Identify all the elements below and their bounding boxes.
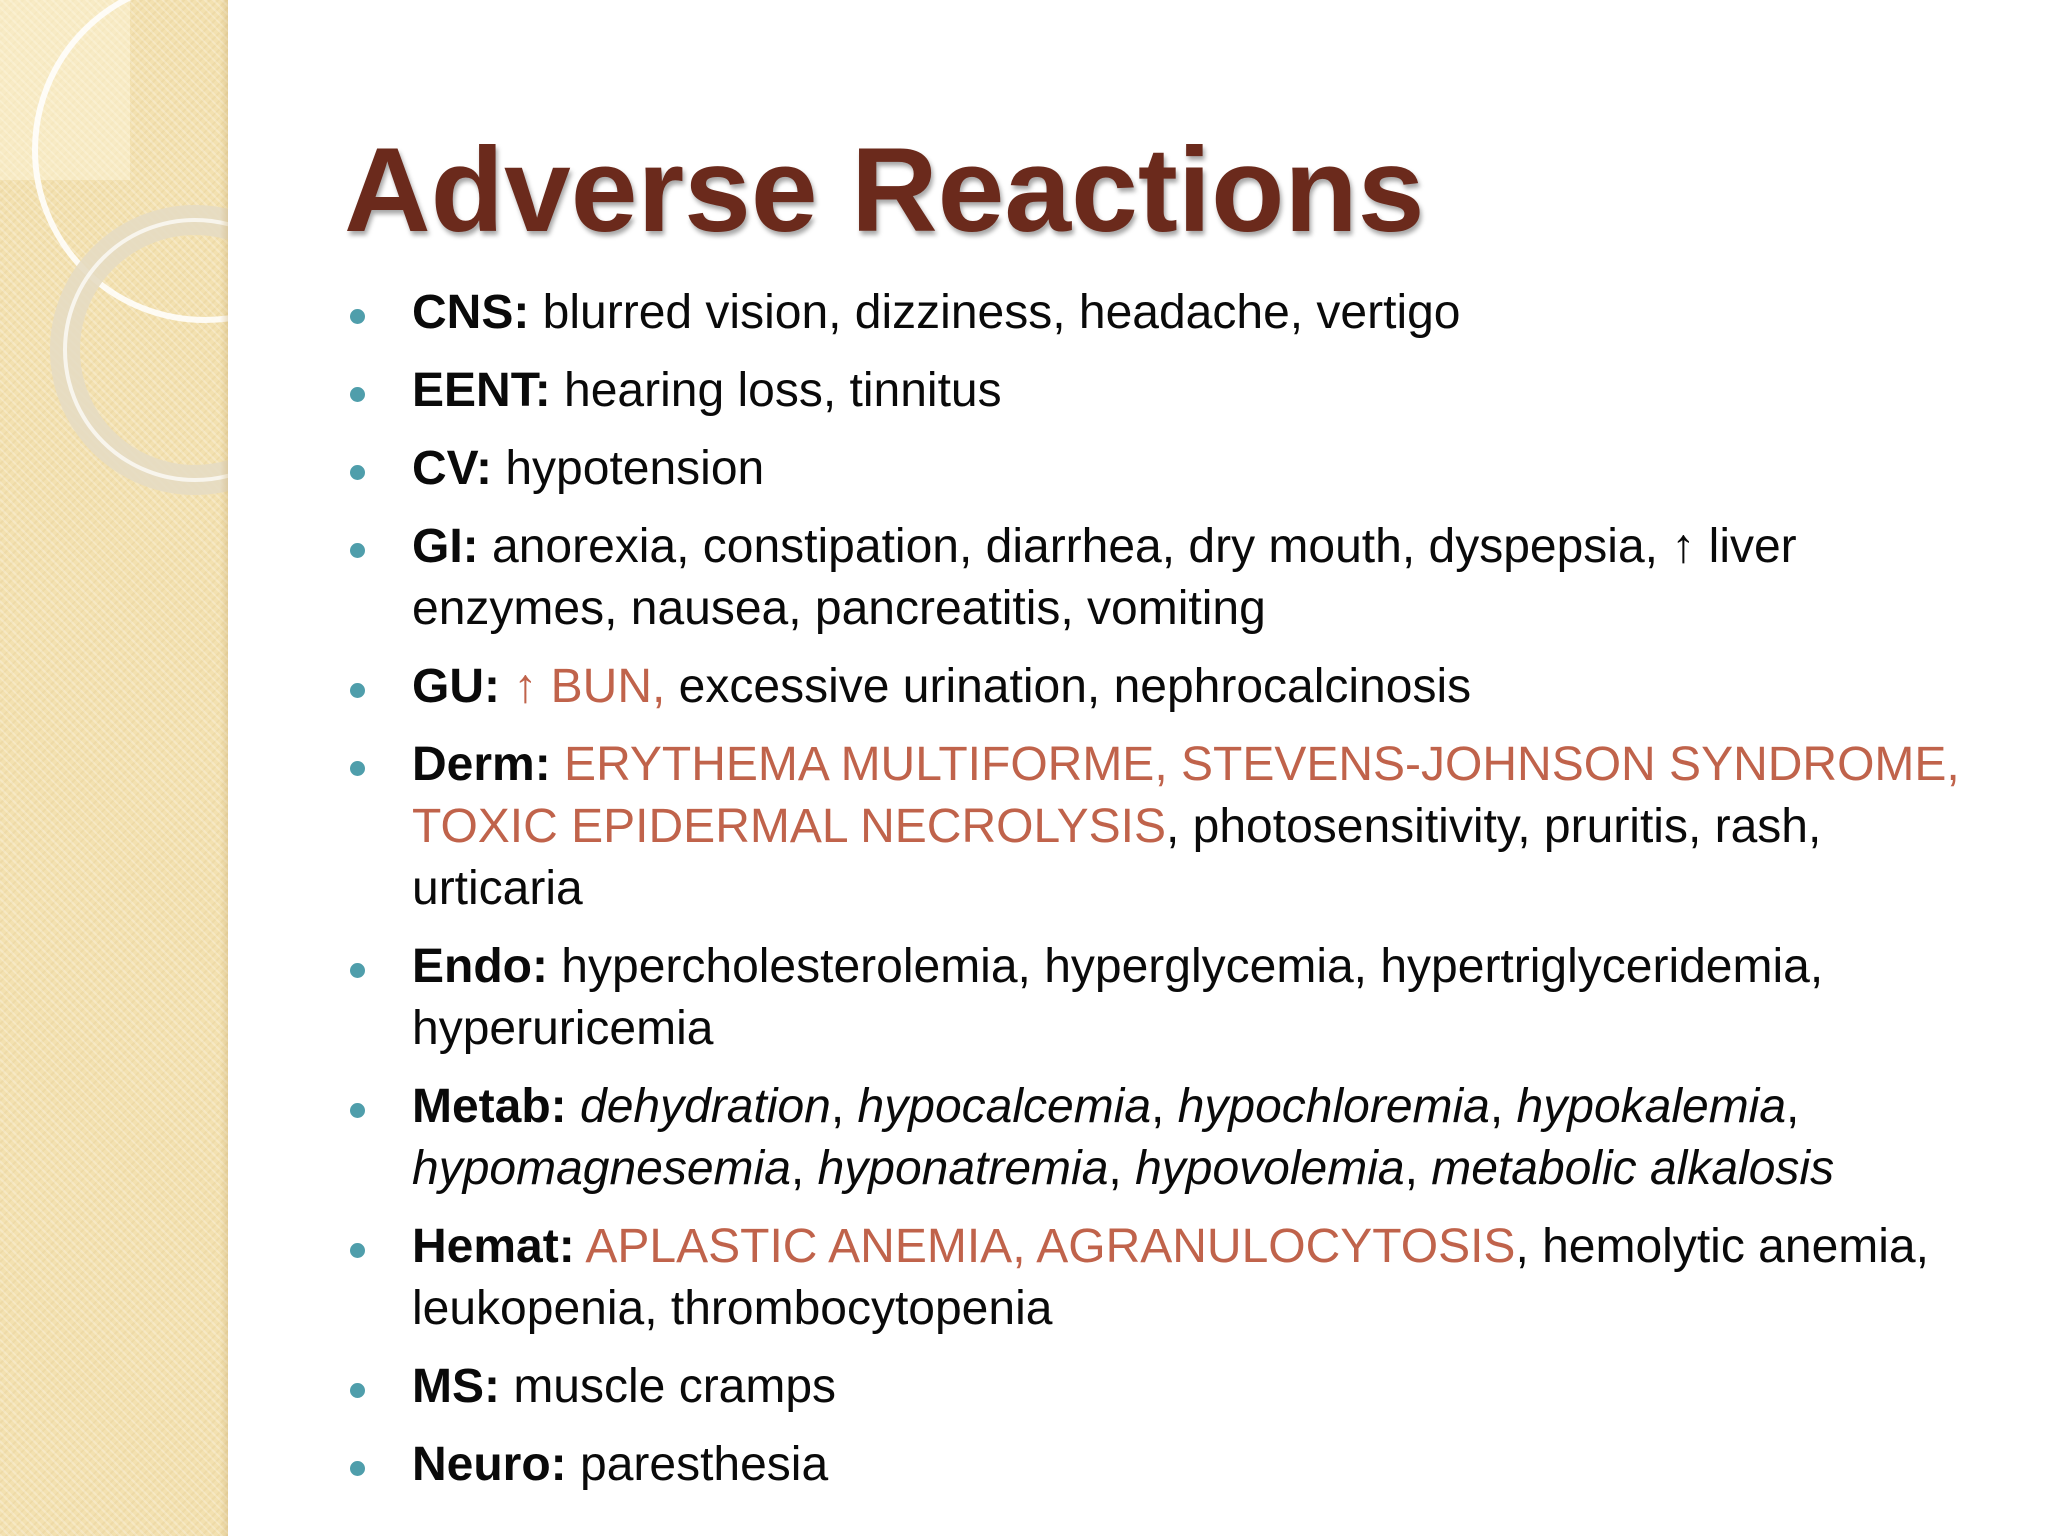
adverse-reactions-list [350, 282, 2000, 1512]
reaction-text: hearing loss, tinnitus [550, 364, 1002, 417]
list-item [350, 516, 2000, 640]
decorative-panel [0, 0, 130, 180]
decorative-ring-thick [65, 220, 228, 480]
reaction-text: blurred vision, dizziness, headache, vertigo [529, 286, 1461, 339]
bullet-dot-icon [350, 1461, 365, 1476]
reaction-text: muscle cramps [499, 1360, 837, 1413]
reaction-text: , photosensitivity, pruritis, rash, urticaria [412, 800, 1822, 915]
reaction-text: , [830, 1080, 858, 1133]
reaction-text: , hemolytic anemia, leukopenia, thrombocytopenia [412, 1220, 1929, 1335]
list-item [350, 734, 2000, 920]
bullet-dot-icon [350, 465, 365, 480]
category-label: GU: [412, 660, 500, 713]
category-label: Neuro: [412, 1438, 567, 1491]
italic-reaction-text: dehydration [580, 1080, 831, 1133]
serious-reaction-text: ERYTHEMA MULTIFORME, STEVENS-JOHNSON SYNDROME, TOXIC EPIDERMAL NECROLYSIS [412, 738, 1960, 853]
bullet-dot-icon [350, 963, 365, 978]
list-item [350, 1216, 2000, 1340]
list-item [350, 282, 2000, 344]
bullet-dot-icon [350, 309, 365, 324]
list-item [350, 936, 2000, 1060]
bullet-dot-icon [350, 1103, 365, 1118]
decorative-rings-graphic [0, 0, 228, 1536]
decorative-side-band [0, 0, 228, 1536]
category-label: GI: [412, 520, 479, 573]
italic-reaction-text: hypocalcemia [857, 1080, 1152, 1133]
reaction-text [500, 660, 513, 713]
category-label: CNS: [412, 286, 530, 339]
list-item [350, 438, 2000, 500]
slide-title: Adverse Reactions [344, 123, 1425, 257]
reaction-text: , [790, 1142, 818, 1195]
reaction-text: , [1786, 1080, 1800, 1133]
reaction-text: , [1151, 1080, 1178, 1133]
list-item [350, 1434, 2000, 1496]
reaction-text [575, 1220, 586, 1273]
list-item [350, 1356, 2000, 1418]
bullet-dot-icon [350, 543, 365, 558]
list-item [350, 1076, 2000, 1200]
category-label: CV: [412, 442, 493, 495]
italic-reaction-text: hypokalemia [1516, 1080, 1787, 1133]
category-label: MS: [412, 1360, 500, 1413]
serious-reaction-text: ↑ BUN, [513, 660, 666, 713]
bullet-dot-icon [350, 387, 365, 402]
reaction-text: hypotension [492, 442, 765, 495]
bullet-dot-icon [350, 761, 365, 776]
reaction-text: excessive urination, nephrocalcinosis [665, 660, 1472, 713]
italic-reaction-text: hypovolemia [1135, 1142, 1405, 1195]
italic-reaction-text: hyponatremia [817, 1142, 1109, 1195]
reaction-text: , [1404, 1142, 1432, 1195]
reaction-text [567, 1080, 580, 1133]
category-label: Hemat: [412, 1220, 575, 1273]
reaction-text: hypercholesterolemia, hyperglycemia, hypertriglyceridemia, hyperuricemia [412, 940, 1824, 1055]
italic-reaction-text: metabolic alkalosis [1431, 1142, 1835, 1195]
bullet-dot-icon [350, 1383, 365, 1398]
list-item [350, 656, 2000, 718]
category-label: EENT: [412, 364, 551, 417]
italic-reaction-text: hypomagnesemia [412, 1142, 791, 1195]
reaction-text: , [1489, 1080, 1517, 1133]
serious-reaction-text: APLASTIC ANEMIA, AGRANULOCYTOSIS [585, 1220, 1516, 1273]
italic-reaction-text: hypochloremia [1177, 1080, 1490, 1133]
category-label: Endo: [412, 940, 548, 993]
category-label: Derm: [412, 738, 551, 791]
bullet-dot-icon [350, 1243, 365, 1258]
category-label: Metab: [412, 1080, 567, 1133]
reaction-text: anorexia, constipation, diarrhea, dry mouth, dyspepsia, ↑ liver enzymes, nausea, pancreatitis, vomiting [412, 520, 1797, 635]
reaction-text: paresthesia [566, 1438, 829, 1491]
reaction-text [551, 738, 564, 791]
list-item [350, 360, 2000, 422]
bullet-dot-icon [350, 683, 365, 698]
reaction-text: , [1108, 1142, 1136, 1195]
